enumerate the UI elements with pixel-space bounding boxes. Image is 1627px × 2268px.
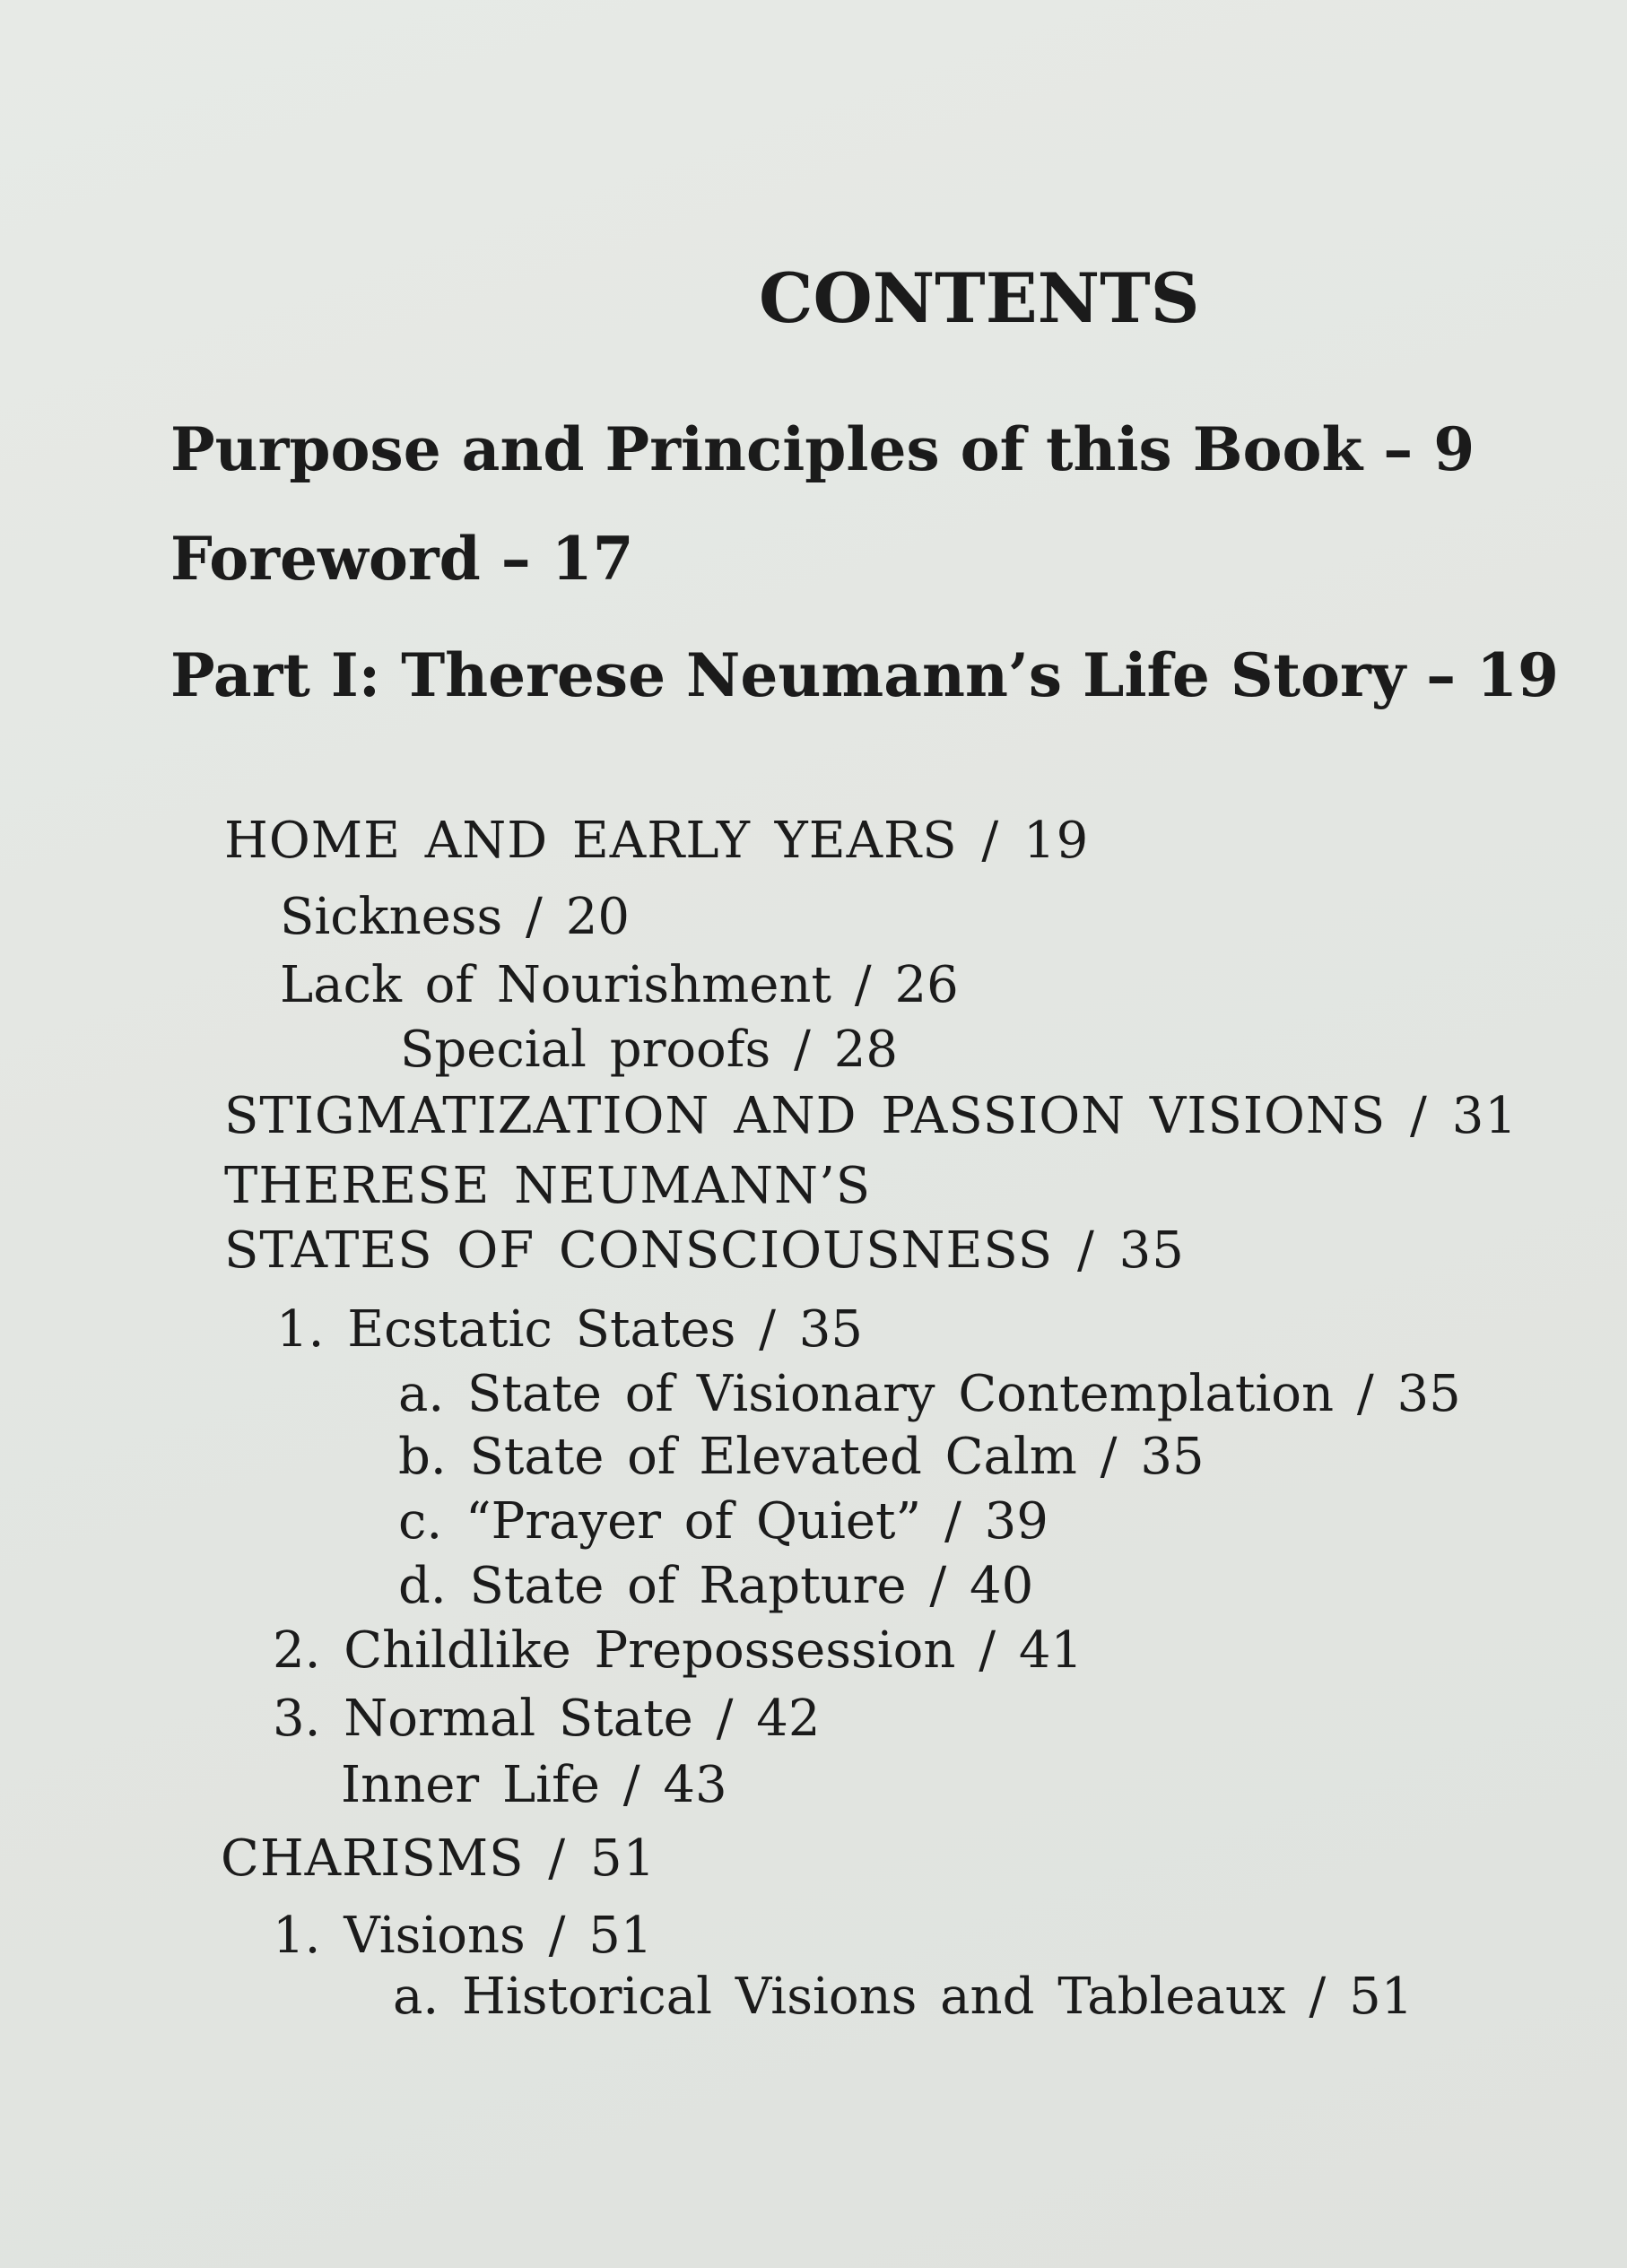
- entry-prayer-of-quiet: c. “Prayer of Quiet” / 39: [398, 1492, 1048, 1551]
- entry-childlike-prepossession: 2. Childlike Prepossession / 41: [273, 1621, 1083, 1680]
- entry-sickness: Sickness / 20: [280, 888, 630, 946]
- entry-historical-visions: a. Historical Visions and Tableaux / 51: [393, 1968, 1414, 2026]
- entry-lack-of-nourishment: Lack of Nourishment / 26: [280, 956, 959, 1014]
- heading-purpose: Purpose and Principles of this Book – 9: [170, 414, 1475, 484]
- entry-visions: 1. Visions / 51: [273, 1907, 653, 1965]
- entry-visionary-contemplation: a. State of Visionary Contemplation / 35: [398, 1365, 1461, 1423]
- entry-special-proofs: Special proofs / 28: [400, 1021, 898, 1079]
- entry-therese-neumanns: THERESE NEUMANN’S: [224, 1157, 872, 1215]
- entry-elevated-calm: b. State of Elevated Calm / 35: [398, 1428, 1205, 1486]
- entry-inner-life: Inner Life / 43: [341, 1756, 727, 1814]
- entry-ecstatic-states: 1. Ecstatic States / 35: [276, 1300, 864, 1359]
- heading-foreword: Foreword – 17: [170, 524, 634, 594]
- entry-normal-state: 3. Normal State / 42: [273, 1690, 821, 1748]
- entry-state-of-rapture: d. State of Rapture / 40: [398, 1557, 1034, 1615]
- entry-charisms: CHARISMS / 51: [221, 1829, 657, 1888]
- entry-home-and-early-years: HOME AND EARLY YEARS / 19: [224, 812, 1090, 870]
- heading-part-one: Part I: Therese Neumann’s Life Story – 19: [170, 640, 1559, 710]
- page-title: CONTENTS: [759, 258, 1200, 338]
- entry-states-of-consciousness: STATES OF CONSCIOUSNESS / 35: [224, 1221, 1185, 1280]
- entry-stigmatization: STIGMATIZATION AND PASSION VISIONS / 31: [224, 1087, 1518, 1145]
